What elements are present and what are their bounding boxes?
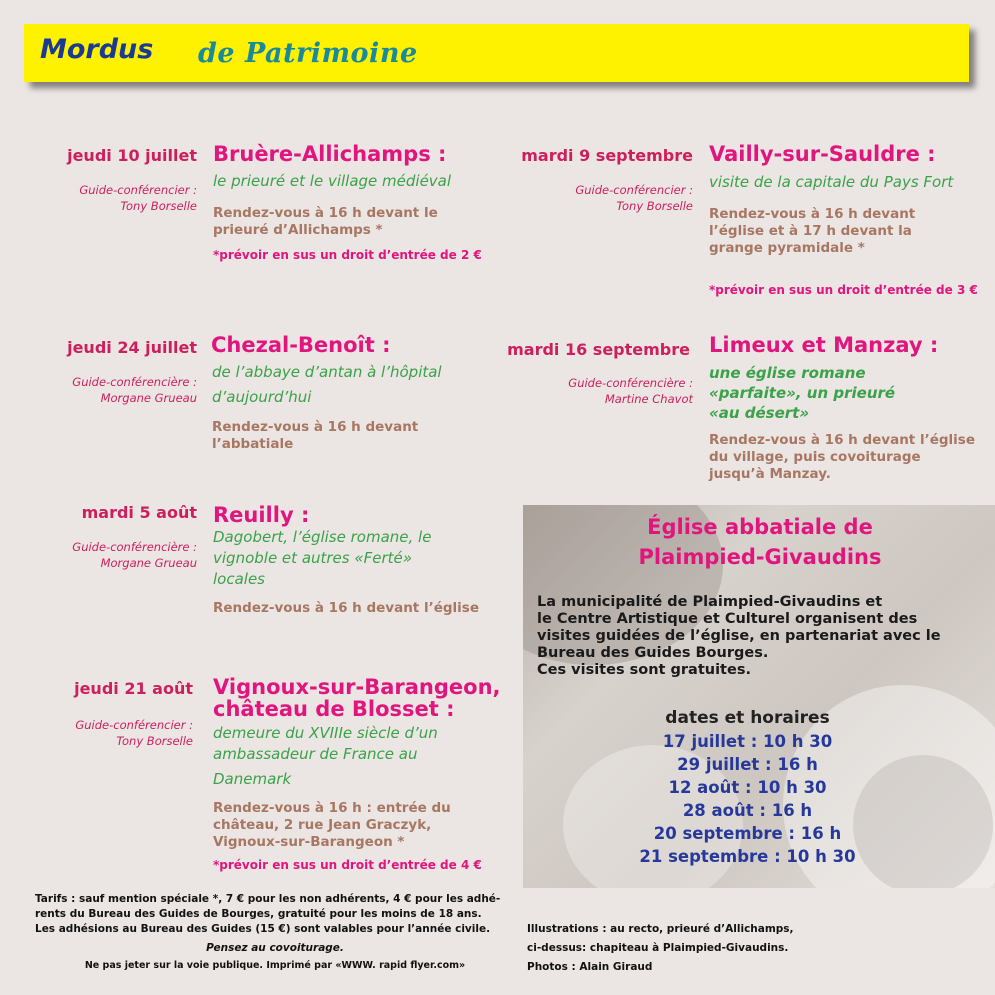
guide-name: Tony Borselle — [120, 199, 197, 213]
rdv-line: du village, puis covoiturage — [709, 449, 921, 465]
body-line: La municipalité de Plaimpied-Givaudins et — [537, 594, 883, 610]
event-subtitle — [212, 362, 442, 408]
date-line: 20 septembre : 16 h — [653, 824, 842, 843]
rdv-line: Rendez-vous à 16 h devant le — [213, 205, 438, 221]
plaimpied-title — [540, 512, 980, 572]
subtitle-line: «au désert» — [709, 404, 810, 422]
event-guide — [13, 717, 193, 749]
guide-name: Morgane Grueau — [100, 391, 197, 405]
rdv-line: château, 2 rue Jean Graczyk, — [213, 817, 432, 833]
event-date: mardi 16 septembre — [507, 340, 690, 359]
dates-heading: dates et horaires — [665, 708, 830, 728]
body-line: le Centre Artistique et Culturel organisent des — [537, 611, 918, 627]
event-rendezvous — [213, 205, 438, 239]
subtitle-line: Dagobert, l’église romane, le — [213, 528, 432, 546]
event-subtitle — [213, 723, 438, 790]
date-line: 12 août : 10 h 30 — [668, 778, 827, 797]
covoiturage-note: Pensez au covoiturage. — [206, 942, 344, 954]
header-title-patrimoine: de Patrimoine — [198, 38, 418, 69]
illustrations-credit — [527, 920, 827, 977]
event-date: jeudi 21 août — [74, 679, 193, 698]
event-subtitle — [709, 363, 895, 423]
body-line: Bureau des Guides Bourges. — [537, 645, 769, 661]
event-guide — [17, 539, 197, 571]
subtitle-line: de l’abbaye d’antan à l’hôpital — [212, 363, 442, 381]
guide-role: Guide-conférencière : — [568, 376, 693, 390]
rdv-line: Rendez-vous à 16 h : entrée du — [213, 800, 451, 816]
rdv-line: l’église et à 17 h devant la — [709, 223, 912, 239]
event-guide — [513, 182, 693, 214]
guide-role: Guide-conférencière : — [72, 375, 197, 389]
tarifs-line: Les adhésions au Bureau des Guides (15 €) sont valables pour l’année civile. — [35, 923, 491, 935]
event-date: jeudi 10 juillet — [67, 146, 197, 165]
event-place: Reuilly : — [213, 503, 310, 527]
event-date: mardi 9 septembre — [521, 146, 693, 165]
subtitle-line: ambassadeur de France au — [213, 745, 418, 763]
plaimpied-description — [537, 594, 967, 679]
event-note: *prévoir en sus un droit d’entrée de 3 € — [709, 283, 978, 297]
credit-line: Illustrations : au recto, prieuré d’Allichamps, — [527, 923, 794, 935]
event-place: Chezal-Benoît : — [211, 333, 391, 357]
event-note: *prévoir en sus un droit d’entrée de 4 € — [213, 858, 482, 872]
subtitle-line: demeure du XVIIIe siècle d’un — [213, 724, 438, 742]
title-line: Plaimpied-Givaudins — [638, 545, 882, 569]
rdv-line: jusqu’à Manzay. — [709, 466, 831, 482]
guide-role: Guide-conférencier : — [575, 183, 693, 197]
event-rendezvous: Rendez-vous à 16 h devant l’église — [213, 600, 479, 616]
date-line: 17 juillet : 10 h 30 — [662, 732, 833, 751]
printer-note: Ne pas jeter sur la voie publique. Imprimé par «WWW. rapid flyer.com» — [84, 960, 466, 971]
rdv-line: prieuré d’Allichamps * — [213, 222, 383, 238]
guide-name: Morgane Grueau — [100, 556, 197, 570]
event-subtitle: visite de la capitale du Pays Fort — [709, 173, 954, 191]
credit-line: ci-dessus: chapiteau à Plaimpied-Givaudins. — [527, 942, 789, 954]
event-subtitle: le prieuré et le village médiéval — [213, 172, 452, 190]
rdv-line: Vignoux-sur-Barangeon * — [213, 834, 405, 850]
guide-name: Martine Chavot — [604, 392, 693, 406]
event-rendezvous — [212, 419, 418, 453]
guide-name: Tony Borselle — [116, 734, 193, 748]
event-place: Vailly-sur-Sauldre : — [709, 142, 936, 166]
subtitle-line: une église romane — [709, 364, 866, 382]
place-line: Vignoux-sur-Barangeon, — [213, 675, 501, 699]
event-subtitle — [213, 527, 431, 590]
event-rendezvous — [709, 432, 975, 483]
header-title-mordus: Mordus — [40, 34, 154, 65]
credit-line: Photos : Alain Giraud — [527, 961, 653, 973]
event-guide — [17, 182, 197, 214]
guide-name: Tony Borselle — [616, 199, 693, 213]
body-line: Ces visites sont gratuites. — [537, 662, 751, 678]
guide-role: Guide-conférencier : — [79, 183, 197, 197]
event-guide — [513, 375, 693, 407]
rdv-line: Rendez-vous à 16 h devant — [709, 206, 916, 222]
tarifs-line: Tarifs : sauf mention spéciale *, 7 € pour les non adhérents, 4 € pour les adhé- — [35, 893, 501, 905]
header-banner — [24, 24, 969, 82]
date-line: 29 juillet : 16 h — [677, 755, 818, 774]
event-date: mardi 5 août — [81, 503, 197, 522]
body-line: visites guidées de l’église, en partenariat avec le — [537, 628, 941, 644]
rdv-line: l’abbatiale — [212, 436, 294, 452]
guide-role: Guide-conférencière : — [72, 540, 197, 554]
subtitle-line: Danemark — [213, 770, 292, 788]
place-line: château de Blosset : — [213, 697, 455, 721]
event-date: jeudi 24 juillet — [67, 338, 197, 357]
date-line: 28 août : 16 h — [682, 801, 813, 820]
tarifs-text — [35, 892, 515, 937]
event-note: *prévoir en sus un droit d’entrée de 2 € — [213, 248, 482, 262]
event-rendezvous — [213, 800, 451, 851]
subtitle-line: «parfaite», un prieuré — [709, 384, 896, 402]
event-rendezvous — [709, 206, 915, 257]
rdv-line: Rendez-vous à 16 h devant l’église — [709, 432, 975, 448]
rdv-line: Rendez-vous à 16 h devant — [212, 419, 419, 435]
rdv-line: grange pyramidale * — [709, 240, 865, 256]
guide-role: Guide-conférencier : — [75, 718, 193, 732]
subtitle-line: locales — [213, 570, 265, 588]
title-line: Église abbatiale de — [647, 515, 873, 539]
subtitle-line: vignoble et autres «Ferté» — [213, 549, 413, 567]
event-place: Bruère-Allichamps : — [213, 142, 447, 166]
tarifs-line: rents du Bureau des Guides de Bourges, gratuité pour les moins de 18 ans. — [35, 908, 482, 920]
subtitle-line: d’aujourd’hui — [212, 388, 312, 406]
date-line: 21 septembre : 10 h 30 — [639, 847, 856, 866]
event-place — [213, 676, 501, 720]
event-guide — [17, 374, 197, 406]
event-place: Limeux et Manzay : — [709, 333, 939, 357]
